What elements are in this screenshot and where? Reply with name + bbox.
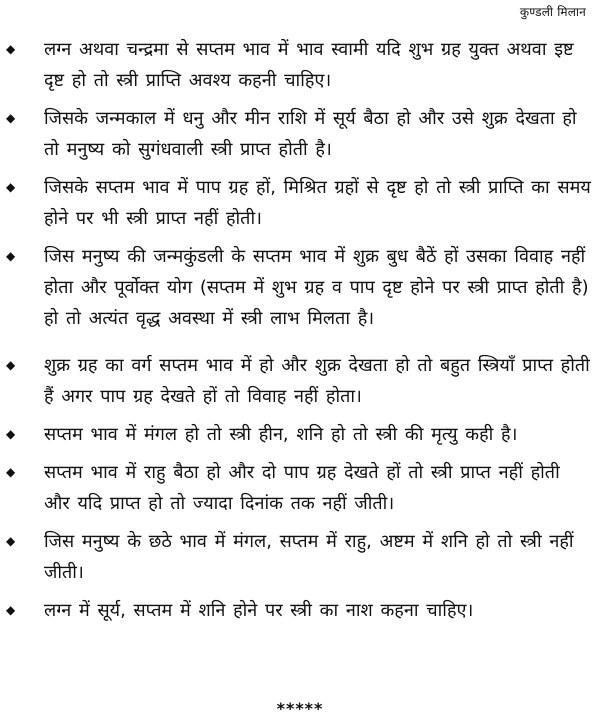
list-item: [0, 34, 600, 96]
list-item-text: सप्तम भाव में राहु बैठा हो और दो पाप ग्रह देखते हों तो स्त्री प्राप्त नहीं होती और यदि प्राप्त हो तो ज्यादा दिनांक तक नहीं जीती।: [44, 462, 560, 514]
list-item: [0, 457, 600, 519]
list-item: [0, 241, 600, 334]
list-item: [0, 595, 600, 626]
bullet-diamond-icon: ◆: [6, 603, 16, 617]
bullet-diamond-icon: ◆: [6, 358, 16, 372]
list-item: [0, 103, 600, 165]
list-item-text: लग्न अथवा चन्द्रमा से सप्तम भाव में भाव स्वामी यदि शुभ ग्रह युक्त अथवा इष्ट दृष्ट हो तो स्त्री प्राप्ति अवश्य कहनी चाहिए।: [44, 39, 574, 91]
bullet-diamond-icon: ◆: [6, 42, 16, 56]
list-item-text: सप्तम भाव में मंगल हो तो स्त्री हीन, शनि हो तो स्त्री की मृत्यु कही है।: [44, 424, 518, 445]
list-item: [0, 350, 600, 412]
list-item-text: लग्न में सूर्य, सप्तम में शनि होने पर स्त्री का नाश कहना चाहिए।: [44, 600, 474, 621]
bullet-diamond-icon: ◆: [6, 534, 16, 548]
bullet-diamond-icon: ◆: [6, 465, 16, 479]
section-separator: *****: [276, 699, 324, 718]
bullet-list: [0, 34, 600, 633]
list-item-text: जिसके सप्तम भाव में पाप ग्रह हों, मिश्रित ग्रहों से दृष्ट हो तो स्त्री प्राप्ति का समय होने पर भी स्त्री प्राप्त नहीं होती।: [44, 177, 591, 229]
bullet-diamond-icon: ◆: [6, 249, 16, 263]
list-item-text: जिस मनुष्य की जन्मकुंडली के सप्तम भाव में शुक्र बुध बैठें हों उसका विवाह नहीं होता और पूर्वोक्त योग (सप्तम में शुभ ग्रह व पाप दृष्ट होने पर स्त्री प्राप्त होती है) हो तो अत्यंत वृद्ध अवस्था में स्त्री लाभ मिलता है।: [44, 246, 589, 329]
bullet-diamond-icon: ◆: [6, 427, 16, 441]
bullet-diamond-icon: ◆: [6, 180, 16, 194]
bullet-diamond-icon: ◆: [6, 111, 16, 125]
list-item: [0, 172, 600, 234]
list-item-text: जिस मनुष्य के छठे भाव में मंगल, सप्तम में राहु, अष्टम में शनि हो तो स्त्री नहीं जीती।: [44, 531, 574, 583]
list-item-text: शुक्र ग्रह का वर्ग सप्तम भाव में हो और शुक्र देखता हो तो बहुत स्त्रियाँ प्राप्त होती हैं अगर पाप ग्रह देखते हों तो विवाह नहीं होता।: [44, 355, 590, 407]
list-item: [0, 419, 600, 450]
page-header-title: कुण्डली मिलान: [519, 5, 586, 19]
list-item: [0, 526, 600, 588]
list-item-text: जिसके जन्मकाल में धनु और मीन राशि में सूर्य बैठा हो और उसे शुक्र देखता हो तो मनुष्य को सुगंधवाली स्त्री प्राप्त होती है।: [44, 108, 577, 160]
